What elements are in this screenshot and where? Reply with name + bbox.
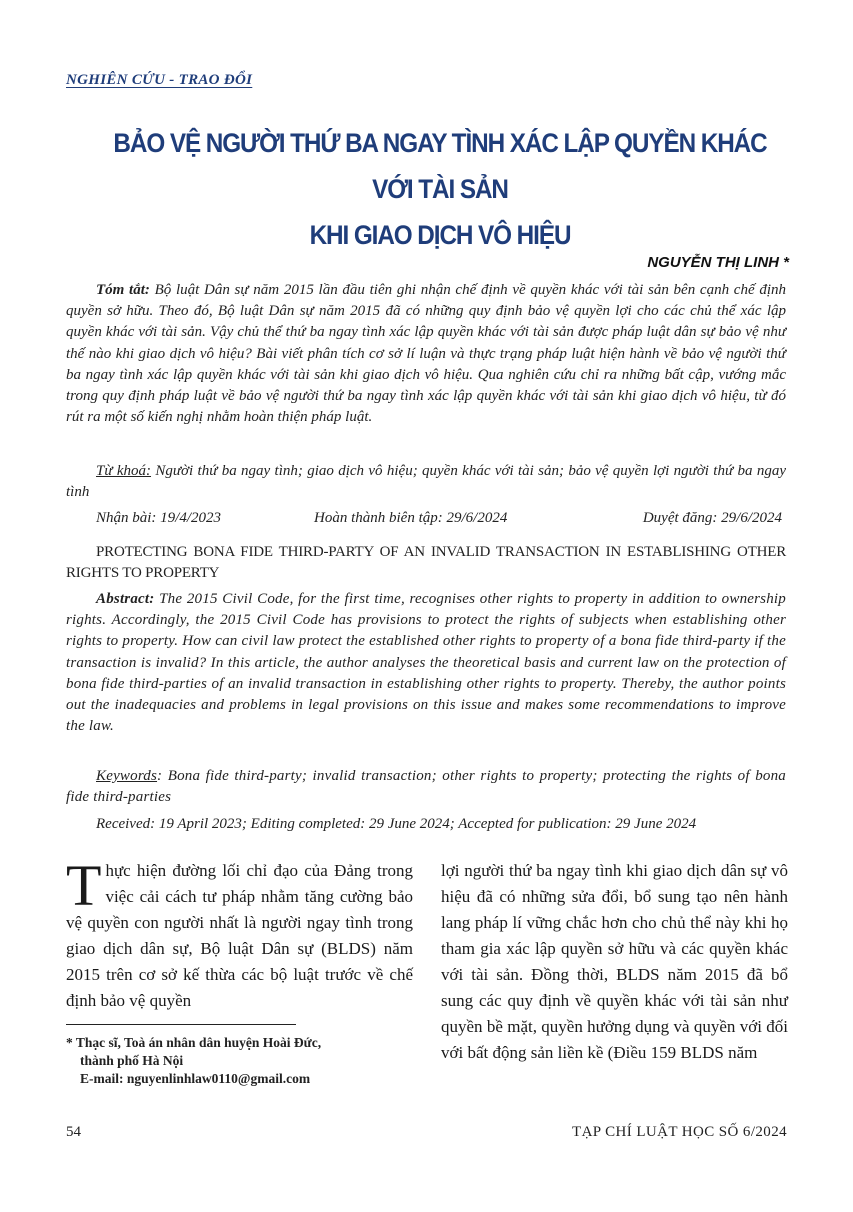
- summary-label: Tóm tắt:: [96, 282, 150, 298]
- dates-en: Received: 19 April 2023; Editing completed: 29 June 2024; Accepted for publication: 29 June 2024: [96, 816, 697, 832]
- english-title: PROTECTING BONA FIDE THIRD-PARTY OF AN INVALID TRANSACTION IN ESTABLISHING OTHER RIGHTS TO PROPERTY: [66, 544, 786, 581]
- abstract-text: The 2015 Civil Code, for the first time, recognises other rights to property in addition to ownership rights. Accordingly, the 2015 Civil Code has provisions to protect the rights of subjects when establishing other rights to property. How can civil law protect the established other rights to property of a bona fide third-party if the transaction is invalid? In this article, the author analyses the theoretical basis and current law on the protection of bona fide third-parties of an invalid transaction in establishing other rights to property. Thereby, the author points out the inadequacies and problems in legal provisions on this issue and makes some recommendations to improve the law.: [66, 591, 786, 735]
- article-title: [98, 120, 782, 258]
- footnote-email: E-mail: nguyenlinhlaw0110@gmail.com: [80, 1071, 311, 1086]
- date-accepted: Duyệt đăng: 29/6/2024: [642, 510, 782, 526]
- keywords-en: [66, 766, 786, 808]
- keywords-en-text: : Bona fide third-party; invalid transaction; other rights to property; protecting the rights of bona fide third-parties: [66, 768, 786, 806]
- summary-vi: [66, 280, 786, 428]
- drop-cap: T: [66, 853, 102, 918]
- title-line-2: KHI GIAO DỊCH VÔ HIỆU: [309, 220, 571, 250]
- date-edited: Hoàn thành biên tập: 29/6/2024: [314, 510, 508, 526]
- abstract-en: [66, 589, 786, 737]
- keywords-en-label: Keywords: [96, 768, 158, 784]
- body-left-text: hực hiện đường lối chỉ đạo của Đảng trong việc cải cách tư pháp nhằm tăng cường bảo vệ quyền con người nhất là người ngay tình trong giao dịch dân sự, Bộ luật Dân sự (BLDS) năm 2015 trên cơ sở kế thừa các bộ luật trước về chế định bảo vệ quyền: [66, 861, 413, 1010]
- keywords-label: Từ khoá:: [96, 463, 152, 479]
- body-column-left: [66, 853, 413, 1014]
- footnote-line-2: thành phố Hà Nội: [80, 1053, 184, 1068]
- keywords-text: Người thứ ba ngay tình; giao dịch vô hiệu; quyền khác với tài sản; bảo vệ quyền lợi người thứ ba ngay tình: [66, 463, 786, 501]
- page-number: 54: [66, 1124, 81, 1140]
- date-received: Nhận bài: 19/4/2023: [96, 510, 222, 526]
- author-name: NGUYỄN THỊ LINH *: [647, 254, 789, 271]
- journal-name: TẠP CHÍ LUẬT HỌC SỐ 6/2024: [572, 1124, 787, 1140]
- section-label: NGHIÊN CỨU - TRAO ĐỔI: [66, 72, 253, 88]
- keywords-vi: [66, 461, 786, 503]
- footnote-line-1: * Thạc sĩ, Toà án nhân dân huyện Hoài Đức,: [66, 1035, 322, 1050]
- title-line-1: BẢO VỆ NGƯỜI THỨ BA NGAY TÌNH XÁC LẬP QUYỀN KHÁC VỚI TÀI SẢN: [113, 128, 767, 204]
- footnote-divider: [66, 1024, 296, 1025]
- summary-text: Bộ luật Dân sự năm 2015 lần đầu tiên ghi nhận chế định về quyền khác với tài sản bên cạnh chế định quyền sở hữu. Theo đó, Bộ luật Dân sự năm 2015 đã có những quy định bảo vệ quyền lợi cho các chủ thể xác lập quyền khác với tài sản. Vậy chủ thể thứ ba ngay tình xác lập quyền khác với tài sản được pháp luật dân sự bảo vệ như thế nào khi giao dịch vô hiệu? Bài viết phân tích cơ sở lí luận và thực trạng pháp luật hiện hành về bảo vệ người thứ ba ngay tình xác lập quyền khác với tài sản khi giao dịch vô hiệu. Qua nghiên cứu chỉ ra những bất cập, vướng mắc trong quy định pháp luật về bảo vệ người thứ ba ngay tình xác lập quyền khác với tài sản khi giao dịch vô hiệu, từ đó rút ra một số kiến nghị nhằm hoàn thiện pháp luật.: [66, 282, 786, 426]
- body-column-right: lợi người thứ ba ngay tình khi giao dịch dân sự vô hiệu đã có những sửa đổi, bổ sung tạo nên hành lang pháp lí vững chắc hơn cho chủ thể này khi họ tham gia xác lập quyền sở hữu và các quyền khác với tài sản. Đồng thời, BLDS năm 2015 đã bổ sung các quy định về quyền khác với tài sản như quyền bề mặt, quyền hưởng dụng và quyền với đối với bất động sản liền kề (Điều 159 BLDS năm: [441, 861, 788, 1062]
- footnote: [66, 1034, 321, 1088]
- abstract-label: Abstract:: [96, 591, 155, 607]
